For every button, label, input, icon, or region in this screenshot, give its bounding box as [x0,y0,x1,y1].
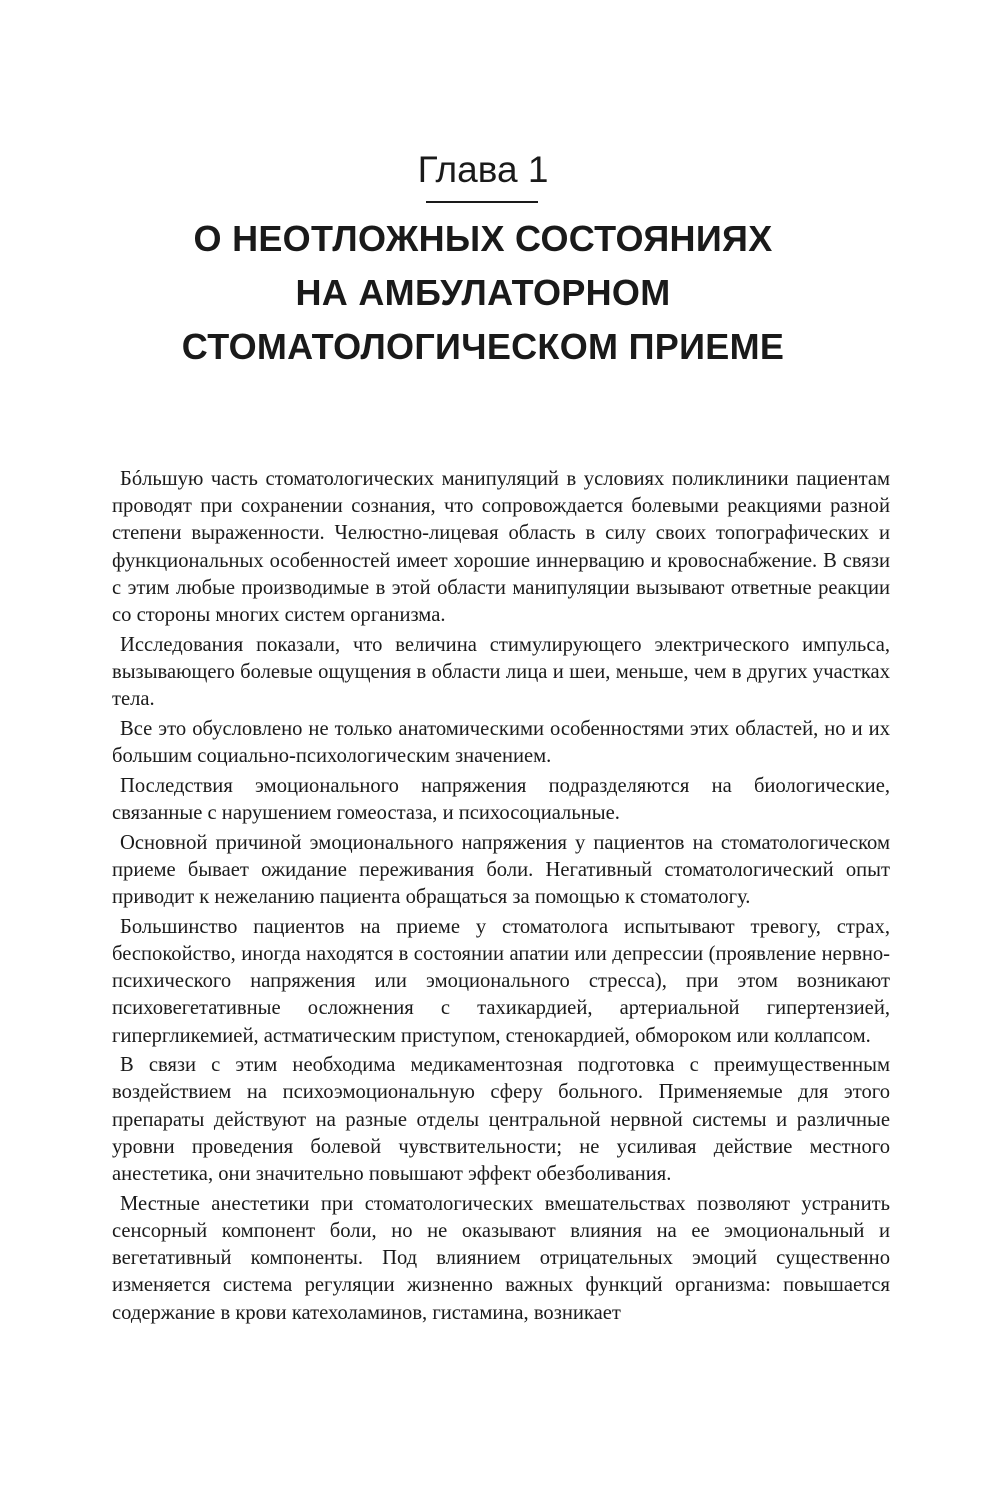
paragraph: Местные анестетики при стоматологических вмешательствах позволяют устранить сенсорный компонент боли, но не оказывают влияния на ее эмоциональный и вегетативный компоненты. Под влиянием отрицательных эмоций существенно изменяется система регуляции жизненно важных функций организма: повышается содержание в крови катехоламинов, гистамина, возникает [112,1192,890,1324]
chapter-title [0,212,966,374]
paragraph: Большинство пациентов на приеме у стоматолога испытывают тревогу, страх, беспокойство, иногда находятся в состоянии апатии или депрессии (проявление нервно-психического напряжения или эмоционального стресса), при этом возникают психовегетативные осложнения с тахикардией, артериальной гипертензией, гипергликемией, астматическим приступом, стенокардией, обмороком или коллапсом. [112,915,890,1047]
paragraph: Бóльшую часть стоматологических манипуляций в условиях поликлиники пациентам проводят при сохранении сознания, что сопровождается болевыми реакциями разной степени выраженности. Челюстно-лицевая область в силу своих топографических и функциональных особенностей имеет хорошие иннервацию и кровоснабжение. В связи с этим любые производимые в этой области манипуляции вызывают ответные реакции со стороны многих систем организма. [112,468,890,627]
chapter-label: Глава 1 [417,149,549,190]
paragraph: Основной причиной эмоционального напряжения у пациентов на стоматологическом приеме бывает ожидание переживания боли. Негативный стоматологический опыт приводит к нежеланию пациента обращаться за помощью к стоматологу. [112,831,890,909]
chapter-title-line: СТОМАТОЛОГИЧЕСКОМ ПРИЕМЕ [181,326,785,367]
paragraph: Последствия эмоционального напряжения подразделяются на биологические, связанные с нарушением гомеостаза, и психосоциальные. [112,774,890,824]
chapter-title-line: НА АМБУЛАТОРНОМ [295,272,671,313]
body-text [112,466,890,1329]
paragraph: В связи с этим необходима медикаментозная подготовка с преимущественным воздействием на психоэмоциональную сферу больного. Применяемые для этого препараты действуют на разные отделы центральной нервной системы и различные уровни проведения болевой чувствительности; не усиливая действие местного анестетика, они значительно повышают эффект обезболивания. [112,1054,890,1186]
chapter-underline [426,201,538,203]
chapter-title-line: О НЕОТЛОЖНЫХ СОСТОЯНИЯХ [193,218,773,259]
paragraph: Все это обусловлено не только анатомическими особенностями этих областей, но и их большим социально-психологическим значением. [112,717,890,768]
paragraph: Исследования показали, что величина стимулирующего электрического импульса, вызывающего болевые ощущения в области лица и шеи, меньше, чем в других участках тела. [112,633,890,711]
